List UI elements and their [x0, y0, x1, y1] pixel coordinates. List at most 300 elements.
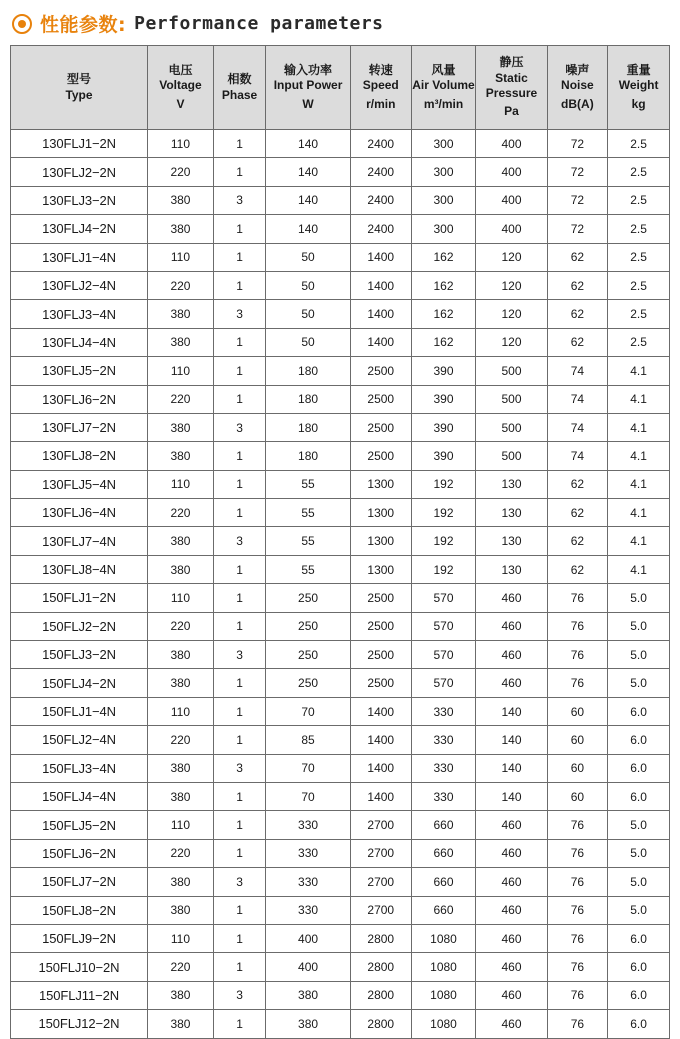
column-header-noise-cn: 噪声 [565, 62, 590, 77]
cell-static-pressure: 140 [476, 782, 547, 810]
cell-speed: 1400 [350, 726, 411, 754]
cell-voltage: 380 [148, 527, 214, 555]
cell-noise: 76 [547, 669, 608, 697]
cell-weight: 5.0 [608, 868, 670, 896]
cell-air-volume: 162 [411, 271, 476, 299]
cell-voltage: 220 [148, 385, 214, 413]
table-row [11, 300, 670, 328]
table-row [11, 328, 670, 356]
cell-static-pressure: 460 [476, 811, 547, 839]
table-row [11, 782, 670, 810]
cell-static-pressure: 460 [476, 612, 547, 640]
cell-voltage: 220 [148, 158, 214, 186]
cell-weight: 6.0 [608, 1010, 670, 1038]
cell-noise: 76 [547, 641, 608, 669]
cell-input-power: 50 [266, 271, 351, 299]
cell-phase: 3 [213, 641, 265, 669]
cell-static-pressure: 120 [476, 328, 547, 356]
cell-type: 130FLJ5−4N [11, 470, 148, 498]
cell-static-pressure: 460 [476, 896, 547, 924]
cell-voltage: 110 [148, 243, 214, 271]
cell-air-volume: 192 [411, 555, 476, 583]
cell-weight: 2.5 [608, 215, 670, 243]
cell-input-power: 330 [266, 839, 351, 867]
cell-input-power: 380 [266, 981, 351, 1009]
cell-phase: 3 [213, 186, 265, 214]
cell-speed: 2400 [350, 215, 411, 243]
cell-air-volume: 660 [411, 896, 476, 924]
cell-air-volume: 660 [411, 868, 476, 896]
cell-speed: 1400 [350, 754, 411, 782]
cell-voltage: 220 [148, 271, 214, 299]
column-header-air-volume-en: Air Volume [412, 78, 475, 93]
column-header-type [11, 46, 148, 130]
cell-static-pressure: 500 [476, 413, 547, 441]
cell-speed: 2400 [350, 158, 411, 186]
cell-weight: 6.0 [608, 981, 670, 1009]
cell-noise: 76 [547, 612, 608, 640]
column-header-voltage [148, 46, 214, 130]
cell-noise: 60 [547, 697, 608, 725]
cell-phase: 1 [213, 328, 265, 356]
cell-static-pressure: 500 [476, 442, 547, 470]
table-row [11, 726, 670, 754]
table-row [11, 612, 670, 640]
cell-voltage: 220 [148, 839, 214, 867]
cell-input-power: 400 [266, 953, 351, 981]
cell-air-volume: 660 [411, 811, 476, 839]
column-header-weight-cn: 重量 [626, 62, 651, 77]
cell-phase: 1 [213, 669, 265, 697]
cell-voltage: 110 [148, 697, 214, 725]
target-ring-icon [12, 14, 32, 34]
cell-type: 130FLJ5−2N [11, 357, 148, 385]
cell-noise: 76 [547, 981, 608, 1009]
cell-noise: 60 [547, 782, 608, 810]
column-header-input-power-cn: 输入功率 [284, 62, 333, 77]
table-row [11, 811, 670, 839]
cell-speed: 2500 [350, 584, 411, 612]
section-heading-cn: 性能参数: [40, 14, 127, 36]
cell-type: 150FLJ12−2N [11, 1010, 148, 1038]
cell-weight: 5.0 [608, 839, 670, 867]
cell-phase: 1 [213, 271, 265, 299]
column-header-static-pressure-en: Static Pressure [485, 70, 538, 100]
cell-speed: 1300 [350, 470, 411, 498]
cell-air-volume: 1080 [411, 953, 476, 981]
cell-input-power: 250 [266, 669, 351, 697]
cell-input-power: 55 [266, 470, 351, 498]
cell-static-pressure: 460 [476, 641, 547, 669]
cell-voltage: 110 [148, 357, 214, 385]
cell-air-volume: 192 [411, 470, 476, 498]
column-header-static-pressure-cn: 静压 [499, 55, 524, 70]
column-header-type-cn: 型号 [67, 71, 92, 86]
cell-phase: 1 [213, 924, 265, 952]
cell-noise: 62 [547, 499, 608, 527]
cell-type: 130FLJ2−4N [11, 271, 148, 299]
cell-type: 150FLJ1−2N [11, 584, 148, 612]
cell-phase: 1 [213, 499, 265, 527]
cell-air-volume: 570 [411, 612, 476, 640]
cell-static-pressure: 400 [476, 215, 547, 243]
cell-input-power: 250 [266, 612, 351, 640]
table-row [11, 527, 670, 555]
cell-speed: 2500 [350, 385, 411, 413]
cell-type: 130FLJ1−2N [11, 130, 148, 158]
cell-air-volume: 162 [411, 243, 476, 271]
column-header-weight [608, 46, 670, 130]
column-header-input-power [266, 46, 351, 130]
cell-phase: 1 [213, 782, 265, 810]
cell-type: 150FLJ2−4N [11, 726, 148, 754]
cell-weight: 6.0 [608, 726, 670, 754]
cell-noise: 74 [547, 357, 608, 385]
cell-weight: 5.0 [608, 811, 670, 839]
cell-phase: 1 [213, 470, 265, 498]
cell-type: 150FLJ4−2N [11, 669, 148, 697]
table-row [11, 754, 670, 782]
cell-speed: 1400 [350, 782, 411, 810]
cell-input-power: 180 [266, 413, 351, 441]
cell-air-volume: 300 [411, 158, 476, 186]
cell-static-pressure: 460 [476, 924, 547, 952]
cell-weight: 2.5 [608, 271, 670, 299]
cell-static-pressure: 130 [476, 555, 547, 583]
cell-voltage: 220 [148, 499, 214, 527]
table-row [11, 442, 670, 470]
cell-phase: 1 [213, 811, 265, 839]
column-header-speed-en: Speed [362, 78, 399, 93]
cell-static-pressure: 460 [476, 584, 547, 612]
cell-phase: 1 [213, 130, 265, 158]
column-header-type-en: Type [65, 88, 93, 102]
cell-phase: 3 [213, 527, 265, 555]
cell-weight: 4.1 [608, 499, 670, 527]
cell-speed: 1300 [350, 527, 411, 555]
cell-speed: 2700 [350, 811, 411, 839]
cell-static-pressure: 130 [476, 499, 547, 527]
cell-weight: 5.0 [608, 896, 670, 924]
cell-phase: 1 [213, 1010, 265, 1038]
cell-phase: 3 [213, 868, 265, 896]
cell-static-pressure: 130 [476, 527, 547, 555]
cell-weight: 5.0 [608, 584, 670, 612]
cell-input-power: 70 [266, 697, 351, 725]
table-row [11, 868, 670, 896]
cell-type: 150FLJ7−2N [11, 868, 148, 896]
cell-noise: 76 [547, 584, 608, 612]
cell-noise: 60 [547, 726, 608, 754]
cell-type: 130FLJ6−4N [11, 499, 148, 527]
cell-air-volume: 570 [411, 669, 476, 697]
cell-air-volume: 330 [411, 782, 476, 810]
table-row [11, 243, 670, 271]
cell-noise: 76 [547, 953, 608, 981]
cell-noise: 72 [547, 130, 608, 158]
cell-voltage: 110 [148, 470, 214, 498]
cell-weight: 6.0 [608, 754, 670, 782]
cell-air-volume: 300 [411, 186, 476, 214]
table-row [11, 981, 670, 1009]
cell-voltage: 220 [148, 726, 214, 754]
cell-type: 130FLJ6−2N [11, 385, 148, 413]
cell-noise: 62 [547, 328, 608, 356]
cell-phase: 3 [213, 981, 265, 1009]
cell-noise: 62 [547, 527, 608, 555]
cell-phase: 1 [213, 555, 265, 583]
cell-air-volume: 570 [411, 584, 476, 612]
section-heading [10, 8, 670, 45]
column-header-weight-unit: kg [631, 96, 646, 111]
column-header-air-volume [411, 46, 476, 130]
cell-air-volume: 162 [411, 328, 476, 356]
cell-speed: 2500 [350, 442, 411, 470]
table-row [11, 896, 670, 924]
table-row [11, 669, 670, 697]
table-row [11, 953, 670, 981]
cell-static-pressure: 120 [476, 243, 547, 271]
cell-air-volume: 390 [411, 385, 476, 413]
column-header-input-power-en: Input Power [273, 78, 343, 93]
column-header-noise-unit: dB(A) [561, 96, 594, 111]
cell-phase: 1 [213, 612, 265, 640]
cell-voltage: 380 [148, 186, 214, 214]
cell-voltage: 220 [148, 953, 214, 981]
cell-weight: 2.5 [608, 300, 670, 328]
cell-air-volume: 300 [411, 130, 476, 158]
cell-voltage: 380 [148, 782, 214, 810]
cell-phase: 1 [213, 385, 265, 413]
cell-input-power: 250 [266, 584, 351, 612]
cell-input-power: 55 [266, 527, 351, 555]
table-row [11, 697, 670, 725]
cell-speed: 2500 [350, 669, 411, 697]
cell-input-power: 180 [266, 357, 351, 385]
column-header-speed-cn: 转速 [368, 62, 393, 77]
cell-speed: 1400 [350, 271, 411, 299]
table-row [11, 357, 670, 385]
cell-phase: 1 [213, 442, 265, 470]
cell-type: 150FLJ8−2N [11, 896, 148, 924]
cell-speed: 2500 [350, 357, 411, 385]
cell-weight: 6.0 [608, 782, 670, 810]
cell-air-volume: 1080 [411, 981, 476, 1009]
cell-air-volume: 300 [411, 215, 476, 243]
table-row [11, 413, 670, 441]
cell-noise: 72 [547, 215, 608, 243]
cell-speed: 1400 [350, 243, 411, 271]
table-row [11, 555, 670, 583]
cell-voltage: 380 [148, 413, 214, 441]
table-row [11, 158, 670, 186]
cell-air-volume: 660 [411, 839, 476, 867]
cell-weight: 6.0 [608, 953, 670, 981]
cell-input-power: 50 [266, 328, 351, 356]
cell-weight: 2.5 [608, 130, 670, 158]
cell-speed: 2800 [350, 981, 411, 1009]
cell-input-power: 140 [266, 130, 351, 158]
cell-phase: 1 [213, 243, 265, 271]
cell-type: 130FLJ4−2N [11, 215, 148, 243]
table-row [11, 499, 670, 527]
cell-voltage: 110 [148, 811, 214, 839]
cell-voltage: 380 [148, 555, 214, 583]
cell-speed: 2700 [350, 896, 411, 924]
cell-type: 130FLJ3−4N [11, 300, 148, 328]
cell-type: 150FLJ3−4N [11, 754, 148, 782]
cell-noise: 76 [547, 1010, 608, 1038]
cell-type: 150FLJ6−2N [11, 839, 148, 867]
cell-type: 150FLJ4−4N [11, 782, 148, 810]
column-header-phase-en: Phase [221, 87, 258, 102]
cell-weight: 5.0 [608, 641, 670, 669]
cell-voltage: 110 [148, 584, 214, 612]
column-header-voltage-en: Voltage [159, 78, 202, 93]
cell-weight: 5.0 [608, 669, 670, 697]
cell-input-power: 400 [266, 924, 351, 952]
table-row [11, 385, 670, 413]
section-heading-en: Performance parameters [134, 13, 384, 34]
cell-noise: 74 [547, 413, 608, 441]
table-row [11, 584, 670, 612]
cell-speed: 2700 [350, 839, 411, 867]
cell-weight: 2.5 [608, 328, 670, 356]
cell-voltage: 380 [148, 1010, 214, 1038]
cell-noise: 62 [547, 271, 608, 299]
cell-voltage: 380 [148, 754, 214, 782]
column-header-weight-en: Weight [618, 78, 659, 93]
cell-input-power: 50 [266, 300, 351, 328]
cell-noise: 62 [547, 243, 608, 271]
cell-voltage: 220 [148, 612, 214, 640]
cell-noise: 62 [547, 470, 608, 498]
column-header-noise-en: Noise [561, 78, 594, 93]
cell-static-pressure: 500 [476, 357, 547, 385]
cell-weight: 4.1 [608, 527, 670, 555]
cell-air-volume: 390 [411, 413, 476, 441]
cell-static-pressure: 460 [476, 868, 547, 896]
cell-voltage: 380 [148, 868, 214, 896]
table-row [11, 470, 670, 498]
cell-type: 130FLJ1−4N [11, 243, 148, 271]
cell-speed: 1400 [350, 328, 411, 356]
cell-air-volume: 1080 [411, 924, 476, 952]
cell-air-volume: 330 [411, 754, 476, 782]
table-header-row [11, 46, 670, 130]
table-row [11, 215, 670, 243]
cell-type: 130FLJ8−4N [11, 555, 148, 583]
cell-input-power: 140 [266, 186, 351, 214]
cell-phase: 1 [213, 357, 265, 385]
cell-speed: 2800 [350, 953, 411, 981]
cell-type: 130FLJ7−4N [11, 527, 148, 555]
table-row [11, 186, 670, 214]
table-header [11, 46, 670, 130]
cell-phase: 1 [213, 215, 265, 243]
cell-air-volume: 192 [411, 499, 476, 527]
column-header-air-volume-cn: 风量 [431, 62, 456, 77]
cell-phase: 1 [213, 697, 265, 725]
cell-type: 130FLJ8−2N [11, 442, 148, 470]
cell-type: 130FLJ2−2N [11, 158, 148, 186]
cell-noise: 76 [547, 839, 608, 867]
cell-static-pressure: 140 [476, 726, 547, 754]
cell-phase: 1 [213, 158, 265, 186]
cell-speed: 2400 [350, 186, 411, 214]
cell-static-pressure: 140 [476, 754, 547, 782]
cell-type: 150FLJ1−4N [11, 697, 148, 725]
cell-input-power: 85 [266, 726, 351, 754]
cell-static-pressure: 500 [476, 385, 547, 413]
cell-voltage: 380 [148, 669, 214, 697]
cell-noise: 76 [547, 868, 608, 896]
cell-voltage: 380 [148, 215, 214, 243]
cell-air-volume: 192 [411, 527, 476, 555]
cell-weight: 4.1 [608, 442, 670, 470]
cell-speed: 1300 [350, 555, 411, 583]
cell-weight: 6.0 [608, 924, 670, 952]
cell-input-power: 180 [266, 442, 351, 470]
column-header-voltage-unit: V [176, 96, 185, 111]
cell-weight: 4.1 [608, 413, 670, 441]
cell-weight: 5.0 [608, 612, 670, 640]
cell-air-volume: 390 [411, 442, 476, 470]
cell-noise: 76 [547, 811, 608, 839]
cell-speed: 1300 [350, 499, 411, 527]
cell-voltage: 380 [148, 641, 214, 669]
table-row [11, 1010, 670, 1038]
cell-input-power: 70 [266, 782, 351, 810]
cell-static-pressure: 140 [476, 697, 547, 725]
cell-air-volume: 1080 [411, 1010, 476, 1038]
cell-speed: 1400 [350, 697, 411, 725]
cell-speed: 2500 [350, 641, 411, 669]
cell-noise: 76 [547, 896, 608, 924]
cell-input-power: 330 [266, 896, 351, 924]
cell-type: 150FLJ10−2N [11, 953, 148, 981]
cell-voltage: 380 [148, 981, 214, 1009]
cell-noise: 74 [547, 385, 608, 413]
cell-input-power: 180 [266, 385, 351, 413]
cell-weight: 2.5 [608, 158, 670, 186]
cell-phase: 1 [213, 839, 265, 867]
cell-air-volume: 570 [411, 641, 476, 669]
cell-noise: 72 [547, 158, 608, 186]
cell-phase: 3 [213, 413, 265, 441]
column-header-air-volume-unit: m³/min [423, 96, 464, 111]
column-header-phase-cn: 相数 [227, 72, 252, 87]
cell-input-power: 250 [266, 641, 351, 669]
cell-weight: 4.1 [608, 385, 670, 413]
table-row [11, 130, 670, 158]
cell-phase: 1 [213, 726, 265, 754]
table-body [11, 130, 670, 1039]
cell-type: 130FLJ7−2N [11, 413, 148, 441]
cell-weight: 4.1 [608, 555, 670, 583]
cell-static-pressure: 400 [476, 186, 547, 214]
table-row [11, 271, 670, 299]
cell-static-pressure: 400 [476, 158, 547, 186]
cell-speed: 2800 [350, 924, 411, 952]
column-header-static-pressure [476, 46, 547, 130]
table-row [11, 641, 670, 669]
column-header-voltage-cn: 电压 [168, 62, 193, 77]
cell-static-pressure: 460 [476, 1010, 547, 1038]
cell-type: 150FLJ5−2N [11, 811, 148, 839]
cell-air-volume: 162 [411, 300, 476, 328]
cell-type: 130FLJ4−4N [11, 328, 148, 356]
